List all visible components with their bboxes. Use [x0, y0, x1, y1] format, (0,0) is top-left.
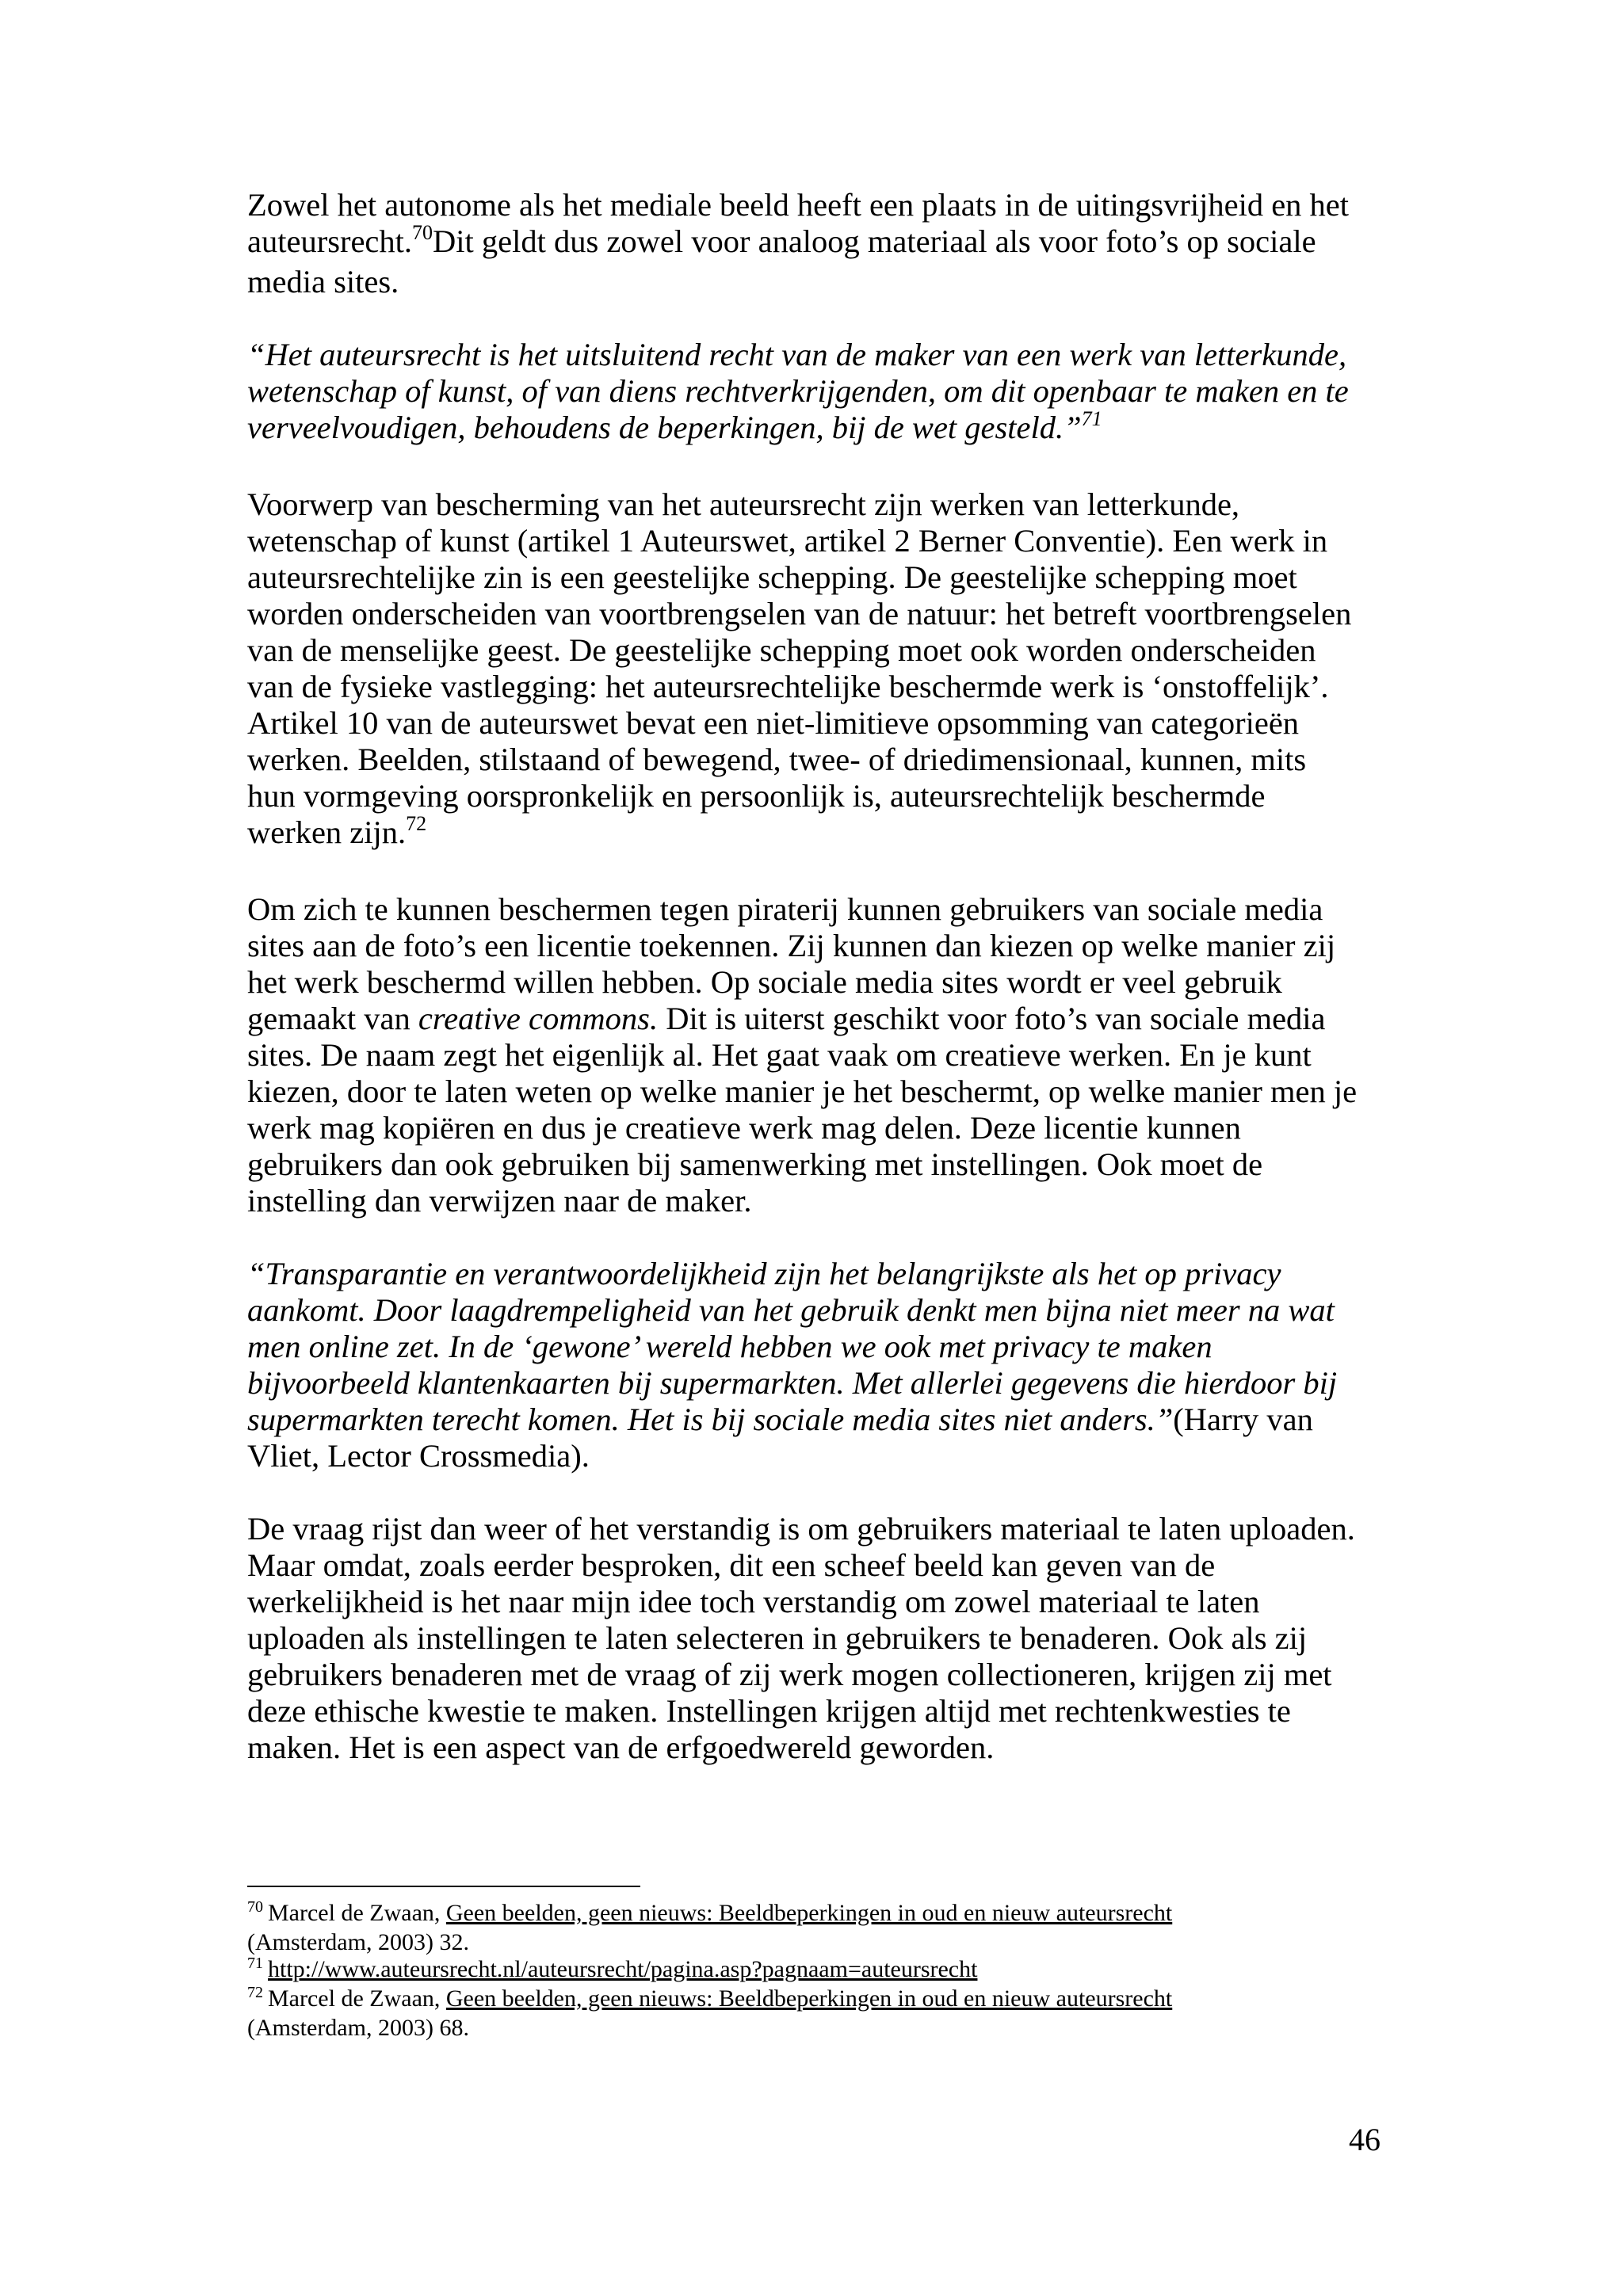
quote-line: aankomt. Door laagdrempeligheid van het gebruik denkt men bijna niet meer na wat — [247, 1292, 1335, 1328]
footnote-separator — [247, 1886, 640, 1887]
paragraph-intro — [247, 187, 1388, 300]
footnote-71 — [247, 1956, 1388, 1985]
quote-attribution: (Harry van — [1173, 1402, 1313, 1437]
text-line: auteursrechtelijke zin is een geestelijke schepping. De geestelijke schepping moet — [247, 559, 1297, 595]
footnote-line: (Amsterdam, 2003) 32. — [247, 1929, 469, 1955]
footnote-line — [247, 1985, 1388, 2015]
quote-line: wetenschap of kunst, of van diens rechtverkrijgenden, om dit openbaar te maken en te — [247, 373, 1349, 409]
footnote-number: 70 — [247, 1898, 263, 1916]
quote-line: bijvoorbeeld klantenkaarten bij supermarkten. Met allerlei gegevens die hierdoor bij — [247, 1365, 1338, 1401]
footnote-number: 71 — [247, 1955, 263, 1972]
text-fragment: supermarkten terecht komen. Het is bij sociale media sites niet anders.” — [247, 1402, 1174, 1437]
quote-line — [247, 1402, 1388, 1438]
quote-attribution-line: Vliet, Lector Crossmedia). — [247, 1438, 590, 1474]
quote-privacy — [247, 1256, 1388, 1474]
text-line — [247, 814, 1388, 855]
text-line: De vraag rijst dan weer of het verstandig is om gebruikers materiaal te laten uploaden. — [247, 1511, 1355, 1547]
text-line: hun vormgeving oorspronkelijk en persoonlijk is, auteursrechtelijk beschermde — [247, 778, 1266, 814]
footnote-line — [247, 1956, 1388, 1985]
footnote-ref-71[interactable]: 71 — [1081, 407, 1102, 430]
text-fragment: Dit is uiterst geschikt voor foto’s van sociale media — [658, 1001, 1326, 1036]
text-fragment: verveelvoudigen, behoudens de beperkingen, bij de wet gesteld.” — [247, 410, 1082, 445]
text-line: gebruikers benaderen met de vraag of zij werk mogen collectioneren, krijgen zij met — [247, 1657, 1332, 1692]
text-line: Maar omdat, zoals eerder besproken, dit een scheef beeld kan geven van de — [247, 1547, 1216, 1583]
emphasis-creative-commons: creative commons. — [418, 1001, 659, 1036]
document-body — [247, 187, 1388, 1802]
text-fragment: gemaakt van — [247, 1001, 418, 1036]
footnote-line: (Amsterdam, 2003) 68. — [247, 2015, 469, 2041]
text-line: media sites. — [247, 264, 399, 299]
text-line: Zowel het autonome als het mediale beeld heeft een plaats in de uitingsvrijheid en het — [247, 187, 1350, 223]
text-line: kiezen, door te laten weten op welke manier je het beschermt, op welke manier men je — [247, 1074, 1358, 1109]
text-fragment: auteursrecht. — [247, 223, 413, 259]
footnote-line — [247, 1900, 1388, 1929]
text-line: sites. De naam zegt het eigenlijk al. Het gaat vaak om creatieve werken. En je kunt — [247, 1037, 1312, 1073]
text-line: wetenschap of kunst (artikel 1 Auteurswet, artikel 2 Berner Conventie). Een werk in — [247, 523, 1328, 559]
text-line: uploaden als instellingen te laten selecteren in gebruikers te benaderen. Ook als zij — [247, 1620, 1308, 1656]
text-line: instelling dan verwijzen naar de maker. — [247, 1183, 752, 1219]
text-line: het werk beschermd willen hebben. Op sociale media sites wordt er veel gebruik — [247, 964, 1282, 1000]
text-line: werken. Beelden, stilstaand of bewegend, twee- of driedimensionaal, kunnen, mits — [247, 742, 1307, 777]
text-line: van de fysieke vastlegging: het auteursrechtelijke beschermde werk is ‘onstoffelijk’. — [247, 669, 1329, 704]
footnotes — [247, 1900, 1388, 2042]
page-number: 46 — [1349, 2122, 1381, 2157]
text-line — [247, 223, 1388, 264]
text-line: gebruikers dan ook gebruiken bij samenwerking met instellingen. Ook moet de — [247, 1146, 1263, 1182]
text-fragment: Dit geldt dus zowel voor analoog materiaal als voor foto’s op sociale — [433, 223, 1316, 259]
text-line — [247, 1001, 1388, 1037]
text-line: worden onderscheiden van voortbrengselen van de natuur: het betreft voortbrengselen — [247, 596, 1352, 631]
text-line: werkelijkheid is het naar mijn idee toch verstandig om zowel materiaal te laten — [247, 1584, 1260, 1619]
text-line: Voorwerp van bescherming van het auteursrecht zijn werken van letterkunde, — [247, 486, 1240, 522]
footnote-ref-72[interactable]: 72 — [406, 812, 427, 835]
quote-line — [247, 407, 1388, 450]
text-fragment: werken zijn. — [247, 814, 407, 850]
footnote-70 — [247, 1900, 1388, 1956]
footnote-link[interactable]: http://www.auteursrecht.nl/auteursrecht/pagina.asp?pagnaam=auteursrecht — [268, 1956, 978, 1982]
paragraph-voorwerp — [247, 486, 1388, 855]
footnote-title: Geen beelden, geen nieuws: Beeldbeperkingen in oud en nieuw auteursrecht — [445, 1900, 1173, 1926]
text-line: sites aan de foto’s een licentie toekennen. Zij kunnen dan kiezen op welke manier zij — [247, 928, 1336, 963]
quote-line: men online zet. In de ‘gewone’ wereld hebben we ook met privacy te maken — [247, 1329, 1212, 1364]
text-line: werk mag kopiëren en dus je creatieve werk mag delen. Deze licentie kunnen — [247, 1110, 1241, 1146]
footnote-author: Marcel de Zwaan, — [268, 1900, 446, 1926]
footnote-ref-70[interactable]: 70 — [412, 221, 433, 244]
text-line: van de menselijke geest. De geestelijke schepping moet ook worden onderscheiden — [247, 632, 1316, 668]
paragraph-licentie — [247, 891, 1388, 1219]
quote-auteursrecht — [247, 337, 1388, 450]
footnote-title: Geen beelden, geen nieuws: Beeldbeperkingen in oud en nieuw auteursrecht — [445, 1985, 1173, 2012]
quote-line: “Transparantie en verantwoordelijkheid zijn het belangrijkste als het op privacy — [247, 1256, 1281, 1291]
text-line: deze ethische kwestie te maken. Instellingen krijgen altijd met rechtenkwesties te — [247, 1693, 1291, 1729]
quote-line: “Het auteursrecht is het uitsluitend recht van de maker van een werk van letterkunde, — [247, 337, 1347, 372]
footnote-number: 72 — [247, 1984, 263, 2001]
text-line: Artikel 10 van de auteurswet bevat een niet-limitieve opsomming van categorieën — [247, 705, 1300, 741]
footnote-72 — [247, 1985, 1388, 2042]
text-line: Om zich te kunnen beschermen tegen piraterij kunnen gebruikers van sociale media — [247, 891, 1323, 927]
text-line: maken. Het is een aspect van de erfgoedwereld geworden. — [247, 1730, 995, 1765]
paragraph-conclusie — [247, 1511, 1388, 1766]
footnote-author: Marcel de Zwaan, — [268, 1985, 446, 2012]
